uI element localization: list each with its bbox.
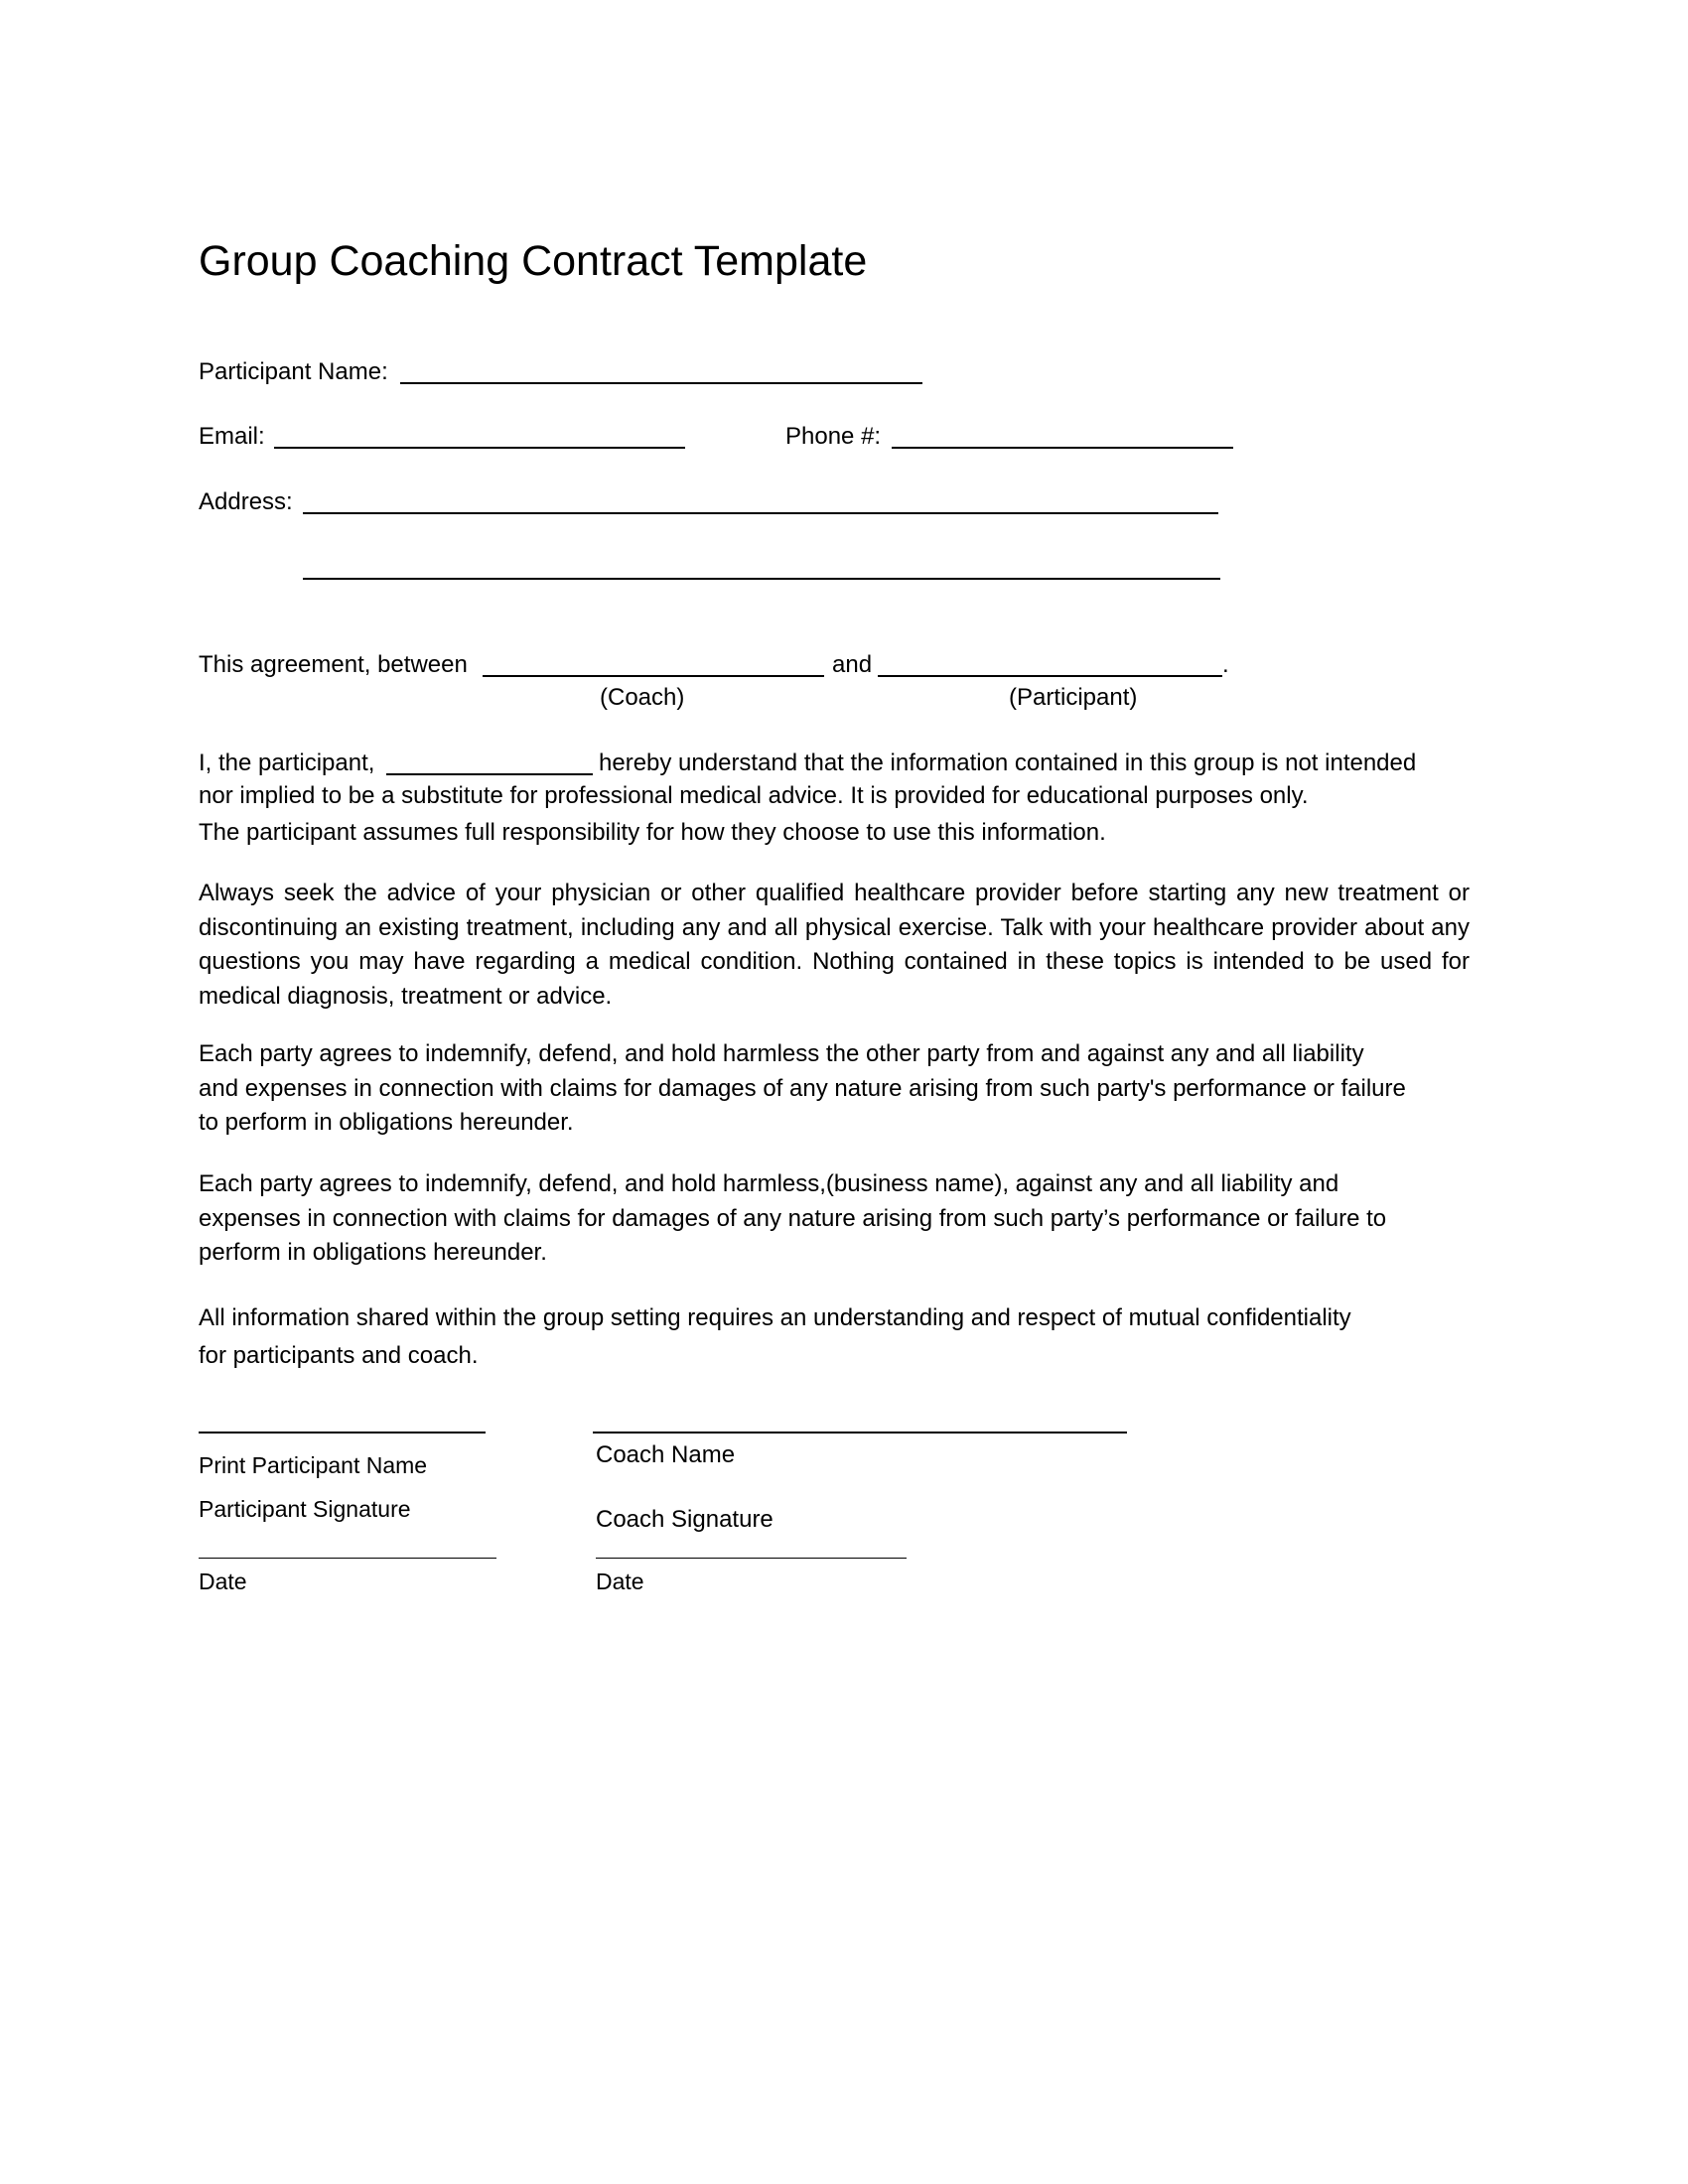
- coach-date-line[interactable]: [596, 1558, 907, 1559]
- email-field[interactable]: [274, 447, 685, 449]
- print-participant-name-line[interactable]: [199, 1432, 486, 1433]
- coach-caption: (Coach): [600, 684, 685, 711]
- participant-date-line[interactable]: [199, 1558, 496, 1559]
- p5-line-2: for participants and coach.: [199, 1342, 479, 1369]
- phone-label: Phone #:: [785, 423, 882, 450]
- p5-line-1: All information shared within the group setting requires an understanding and respect of mutual confidentiality: [199, 1304, 1351, 1331]
- coach-date-label: Date: [596, 1569, 644, 1594]
- address-field-line-2[interactable]: [303, 578, 1220, 580]
- p3-line-1: Each party agrees to indemnify, defend, and hold harmless the other party from and against any and all liability: [199, 1040, 1364, 1067]
- participant-date-label: Date: [199, 1569, 247, 1594]
- agreement-period: .: [1222, 651, 1229, 678]
- participant-name-field[interactable]: [400, 382, 922, 384]
- participant-name-label: Participant Name:: [199, 358, 388, 385]
- participant-caption: (Participant): [1009, 684, 1138, 711]
- p3-line-2: and expenses in connection with claims for damages of any nature arising from such party's performance or failure: [199, 1074, 1406, 1102]
- phone-field[interactable]: [892, 447, 1233, 449]
- p1-lead: I, the participant,: [199, 750, 375, 776]
- paragraph-indemnify-2: [199, 1167, 1470, 1271]
- print-participant-name-label: Print Participant Name: [199, 1452, 428, 1478]
- address-label: Address:: [199, 488, 293, 515]
- participant-inline-blank[interactable]: [386, 773, 593, 775]
- p1-line-3: The participant assumes full responsibility for how they choose to use this information.: [199, 819, 1106, 846]
- p1-line-2: nor implied to be a substitute for professional medical advice. It is provided for educational purposes only.: [199, 782, 1309, 809]
- agreement-lead: This agreement, between: [199, 651, 468, 678]
- coach-signature-label: Coach Signature: [596, 1506, 774, 1533]
- page-title: Group Coaching Contract Template: [199, 237, 868, 285]
- p1-rest: hereby understand that the information contained in this group is not intended: [599, 750, 1417, 776]
- p4-line-3: perform in obligations hereunder.: [199, 1239, 547, 1266]
- address-field-line-1[interactable]: [303, 512, 1218, 514]
- email-label: Email:: [199, 423, 265, 450]
- paragraph-medical-advice: Always seek the advice of your physician or other qualified healthcare provider before starting any new treatment or discontinuing an existing treatment, including any and all physical exercise. Talk with your healthcare provider about any questions you may have regarding a medical condition. Nothing contained in these topics is intended to be used for medical diagnosis, treatment or advice.: [199, 880, 1470, 1010]
- agreement-and: and: [832, 651, 873, 678]
- p4-line-2: expenses in connection with claims for damages of any nature arising from such party’s performance or failure to: [199, 1204, 1387, 1232]
- p3-line-3: to perform in obligations hereunder.: [199, 1109, 574, 1136]
- coach-name-blank[interactable]: [483, 675, 824, 677]
- participant-name-blank[interactable]: [878, 675, 1222, 677]
- coach-name-line[interactable]: [593, 1432, 1127, 1433]
- coach-name-label: Coach Name: [596, 1441, 736, 1468]
- p4-line-1: Each party agrees to indemnify, defend, and hold harmless,(business name), against any and all liability and: [199, 1170, 1339, 1197]
- participant-signature-label: Participant Signature: [199, 1496, 411, 1522]
- paragraph-indemnify-1: [199, 1037, 1470, 1141]
